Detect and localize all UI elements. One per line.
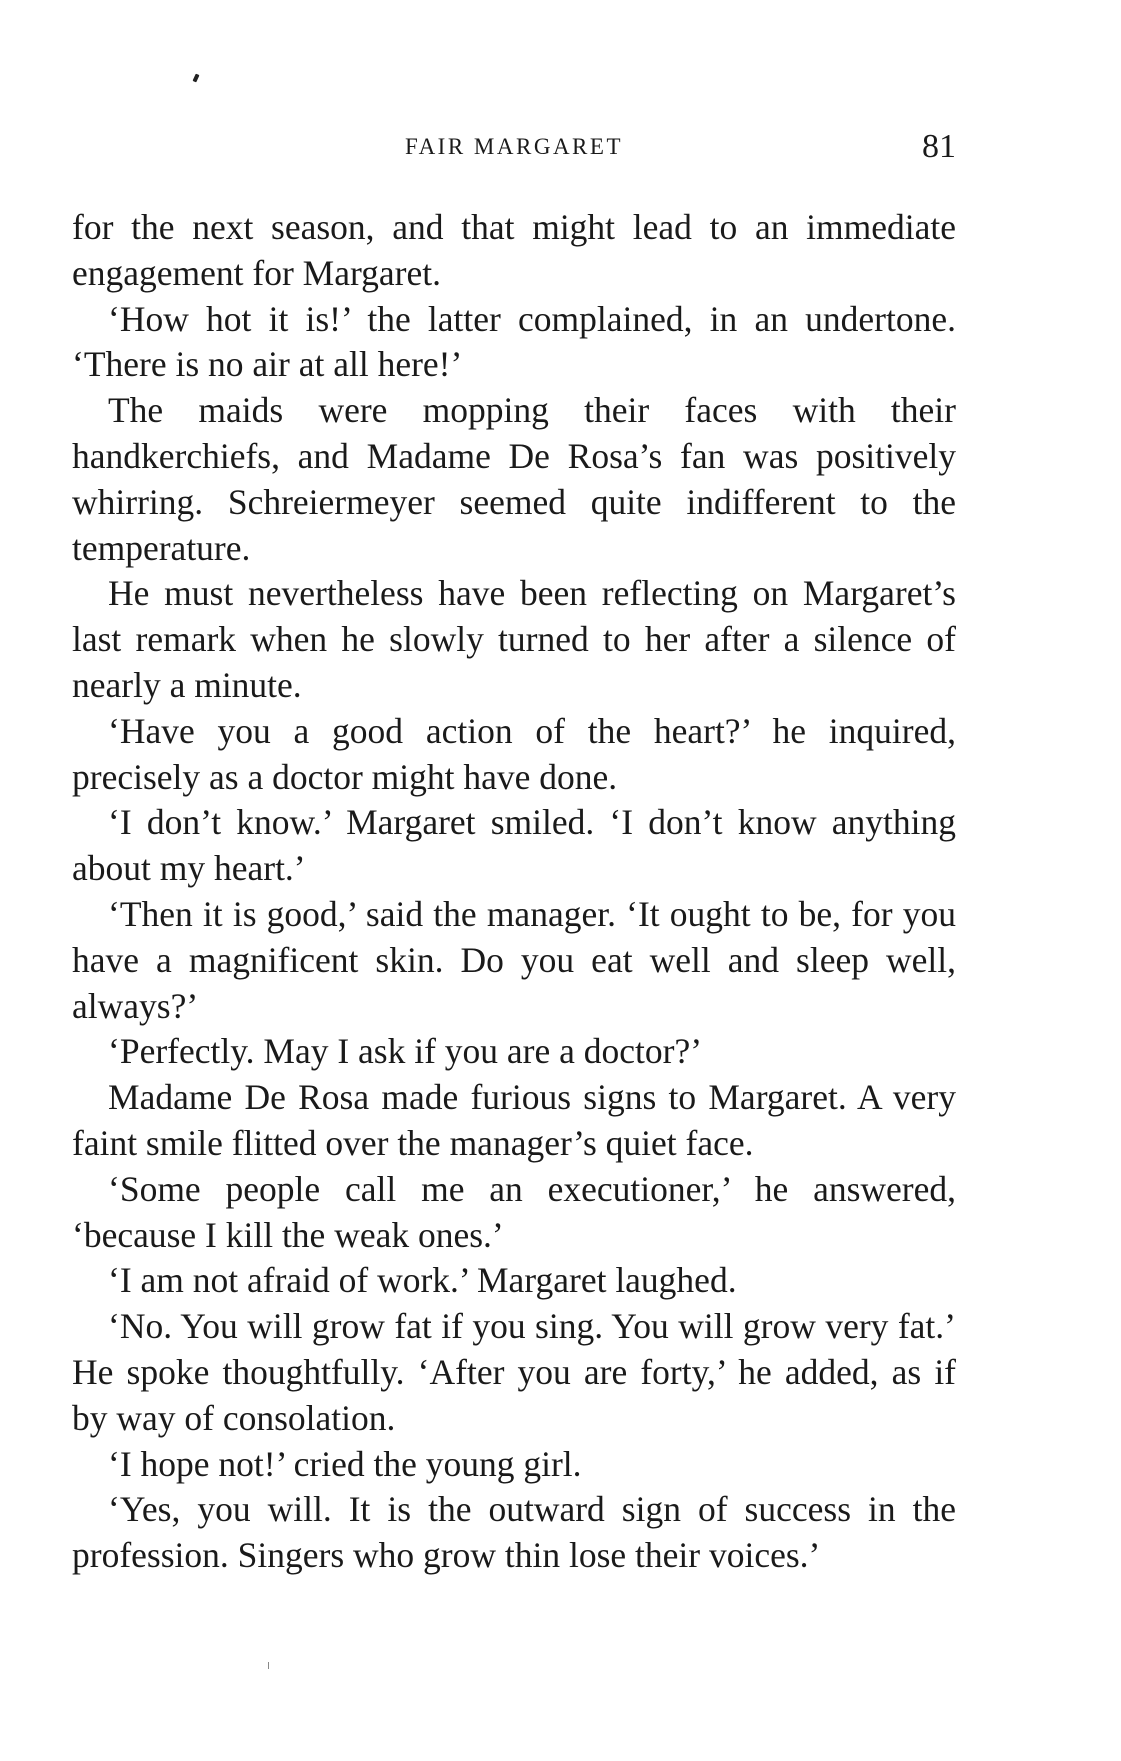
paragraph: ‘How hot it is!’ the latter complained, in an undertone. ‘There is no air at all here!’: [72, 298, 956, 385]
paragraph: ‘I don’t know.’ Margaret smiled. ‘I don’t know anything about my heart.’: [72, 802, 956, 889]
running-title: FAIR MARGARET: [404, 134, 623, 159]
paragraph: ‘I hope not!’ cried the young girl.: [108, 1443, 582, 1484]
paragraph: ‘Then it is good,’ said the manager. ‘It ought to be, for you have a magnificent skin. Do you eat well and sleep well, always?’: [72, 893, 956, 1026]
ink-speck: [268, 1662, 269, 1669]
body-text: [72, 205, 956, 1579]
paragraph: ‘Perfectly. May I ask if you are a doctor?’: [108, 1031, 703, 1072]
page-number: 81: [922, 128, 956, 165]
paragraph: ‘No. You will grow fat if you sing. You will grow very fat.’ He spoke thoughtfully. ‘After you are forty,’ he added, as if by way of consolation.: [72, 1306, 956, 1438]
paragraph: The maids were mopping their faces with their handkerchiefs, and Madame De Rosa’s fan was positively whirring. Schreiermeyer seemed quite indifferent to the temperature.: [72, 390, 956, 568]
paragraph: ‘Yes, you will. It is the outward sign of success in the profession. Singers who grow thin lose their voices.’: [72, 1489, 956, 1576]
paragraph: ‘Have you a good action of the heart?’ he inquired, precisely as a doctor might have done.: [72, 710, 956, 797]
paragraph: ‘Some people call me an executioner,’ he answered, ‘because I kill the weak ones.’: [72, 1168, 956, 1255]
paragraph: He must nevertheless have been reflecting on Margaret’s last remark when he slowly turned to her after a silence of nearly a minute.: [72, 573, 956, 705]
running-head: [72, 128, 956, 168]
ink-speck: [192, 74, 199, 83]
paragraph: ‘I am not afraid of work.’ Margaret laughed.: [108, 1260, 737, 1301]
paragraph: for the next season, and that might lead to an immediate engagement for Margaret.: [72, 207, 956, 293]
paragraph: Madame De Rosa made furious signs to Margaret. A very faint smile flitted over the manager’s quiet face.: [72, 1077, 956, 1163]
